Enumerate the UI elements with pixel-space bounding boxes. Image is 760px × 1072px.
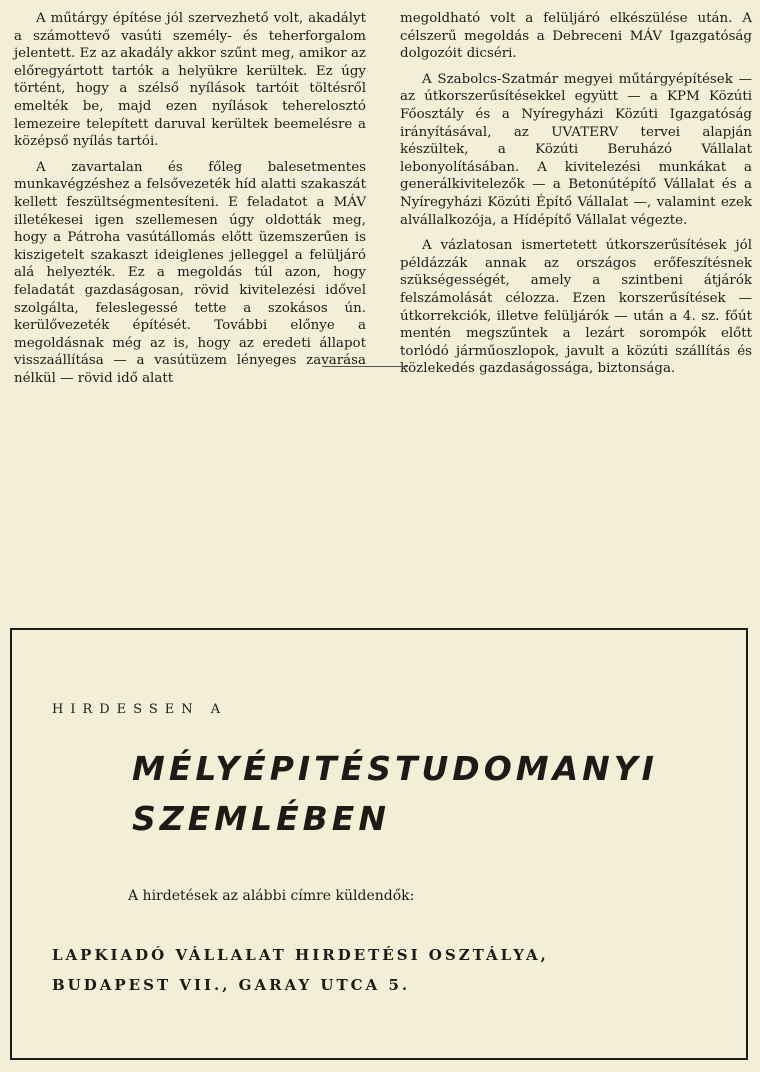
advertisement-box [10,628,748,1060]
paragraph: A műtárgy építése jól szervezhető volt, akadályt a számottevő vasúti személy- és teherforgalom jelentett. Ez az akadály akkor szűnt meg, amikor az előregyártott tartók a helyükre kerültek. Ez úgy történt, hogy a szélső nyílások tartóit töltésről emelték be, majd ezen nyílások teherelosztó lemezeire telepített daruval kerültek beemelésre a középső nyílás tartói. [14,11,366,150]
ad-intro-text: HIRDESSEN A [52,702,228,717]
paragraph: A Szabolcs-Szatmár megyei műtárgyépítések — az útkorszerűsítésekkel együtt — a KPM Közúti Főosztály és a Nyíregyházi Közúti Igazgatóság irányításával, az UVATERV tervei alapján készültek, a Közúti Beruházó Vállalat lebonyolításában. A kivitelezési munkákat a generálkivitelezők — a Betonútépítő Vállalat és a Nyíregyházi Közúti Építő Vállalat —, valamint ezek alvállalkozója, a Hídépítő Vállalat végezte. [400,71,752,228]
ad-note: A hirdetések az alábbi címre küldendők: [128,888,415,904]
paragraph: A vázlatosan ismertetett útkorszerűsítések jól példázzák annak az országos erőfeszítésnek szükségességét, amely a szintbeni átjárók felszámolását célozza. Ezen korszerűsítések — útkorrekciók, illetve felüljárók — után a 4. sz. főút mentén megszűntek a lezárt sorompók előtt torlódó járműoszlopok, javult a közúti szállítás és közlekedés gazdaságossága, biztonsága. [400,238,752,377]
ad-title [132,744,658,844]
article-right-column [400,10,752,386]
ad-address-line: LAPKIADÓ VÁLLALAT HIRDETÉSI OSZTÁLYA, [52,946,549,964]
ad-address-line: BUDAPEST VII., GARAY UTCA 5. [52,976,411,994]
article-left-column [14,10,366,395]
paragraph: A zavartalan és főleg balesetmentes munkavégzéshez a felsővezeték híd alatti szakaszát kellett feszültségmentesíteni. E feladatot a MÁV illetékesei igen szellemesen úgy oldották meg, hogy a Pátroha vasútállomás előtt üzemszerűen is kiszigetelt szakaszt ideiglenes jelleggel a felüljáró alá helyezték. Ez a megoldás túl azon, hogy feladatát gazdaságosan, rövid kivitelezési idővel szolgálta, feleslegessé tette a szokásos ún. kerülővezeték építését. További előnye a megoldásnak még az is, hogy az eredeti állapot visszaállítása — a vasútüzem lényeges zavarása nélkül — rövid idő alatt [14,159,366,386]
ad-title-line: MÉLYÉPITÉSTUDOMANYI [132,749,658,788]
paragraph: megoldható volt a felüljáró elkészülése után. A célszerű megoldás a Debreceni MÁV Igazgatóság dolgozóit dicséri. [400,11,752,62]
section-divider [322,366,408,367]
ad-address [52,940,549,1000]
ad-title-line: SZEMLÉBEN [132,799,390,838]
